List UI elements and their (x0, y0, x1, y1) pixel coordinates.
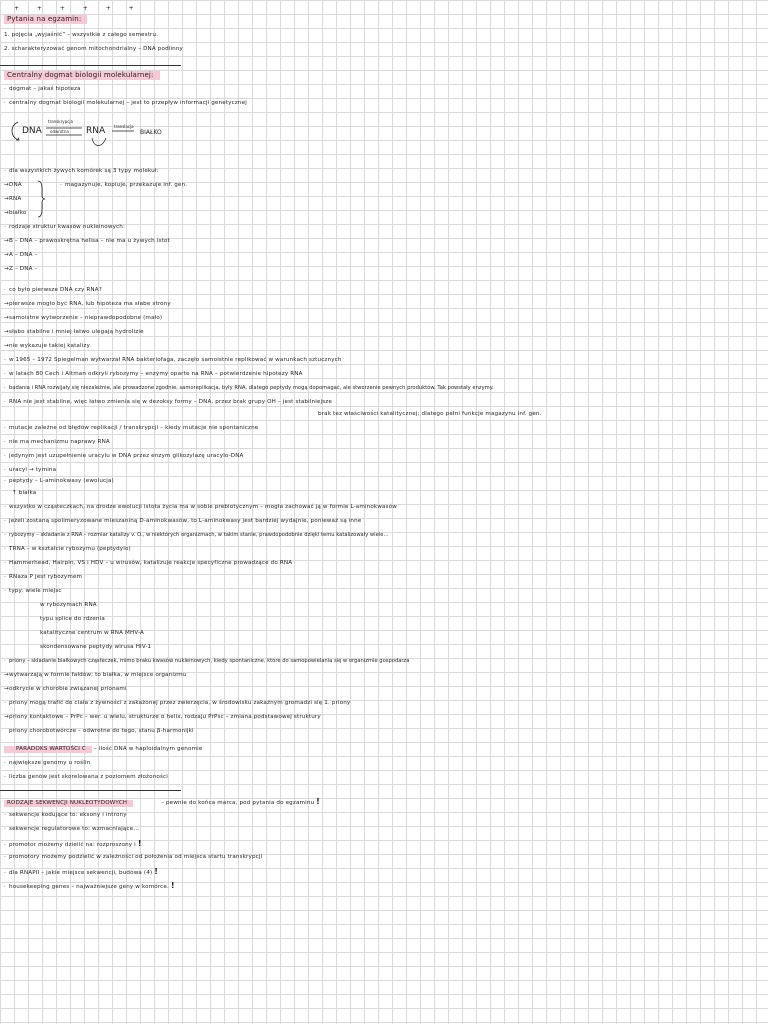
line-30: · RNaza P jest rybozymem (4, 574, 83, 580)
dogma-dna: DNA (22, 126, 42, 136)
line-17: · RNA nie jest stabilne, więc łatwo zmienia się w dezoksy formy – DNA, przez brak grupy OH – jest stabilniejsze (4, 399, 332, 405)
line-39: · priony mogą trafić do ciała z żywności z zakażonej przez zwierzęcia, w środowisku zakaźnym gromadzi się 1. priony (4, 700, 351, 706)
line-12: →słabo stabilne i mniej łatwo ulegają hydrolizie (4, 329, 144, 335)
section3-line-5: · dla RNAPII – jakie miejsce sekwencji, budowa (4) ! (4, 867, 159, 876)
section3-line-2: · sekwencje regulatorowe to: wzmacniające… (4, 826, 140, 832)
line-9: · co było pierwsze DNA czy RNA? (4, 287, 102, 293)
section3-line-4: · promotory możemy podzielić w zależności od położenia od miejsca startu transkrypcji (4, 854, 263, 860)
line-14: · w 1965 – 1972 Spiegelman wytwarzał RNA bakteriofaga, zaczęło samoistnie replikować w warunkach sztucznych (4, 357, 342, 363)
line-1: →DNA (4, 182, 22, 188)
paradox-row (4, 745, 202, 754)
exam-question-1: 1. pojęcia „wyjaśnić” – wszystkie z całego semestru. (4, 32, 159, 38)
line-20: · nie ma mechanizmu naprawy RNA (4, 439, 110, 445)
section3-line-6: · housekeeping genes – najważniejsze geny w komórce. ! (4, 881, 175, 890)
line-0: · dla wszystkich żywych komórek są 3 typy molekuł: (4, 168, 159, 174)
line-23: · peptydy – L-aminokwasy (ewolucja) (4, 478, 114, 484)
line-2: →RNA (4, 196, 22, 202)
line-33: typu splice do rdzenia (40, 616, 105, 622)
exclamation-mark: ! (316, 797, 320, 806)
section-title-dogma: Centralny dogmat biologii molekularnej: (4, 71, 160, 80)
line-4: · magazynuje, kopiuje, przekazuje inf. gen. (60, 182, 188, 188)
dogma-protein: BIAŁKO (140, 129, 162, 136)
exclamation-mark: ! (137, 839, 142, 848)
line-27: · rybozymy – składanie z RNA – rozmiar katalizy v. O., w niektórych organizmach, w takim stanie, prawdopodobnie dzięki temu katalizowały wiele… (4, 532, 389, 538)
line-41: priony chorobotwórcze – odwrotne do tego, stanu β-harmonijki (9, 728, 194, 734)
line-7: →A – DNA – (4, 252, 38, 258)
line-dogma-central: · centralny dogmat biologii molekularnej – jest to przepływ informacji genetycznej (4, 100, 247, 106)
paradox-title: PARADOKS WARTOŚCI C (4, 746, 92, 753)
exclamation-mark: ! (170, 881, 175, 890)
exam-question-2: 2. scharakteryzować genom mitochondrialny – DNA podlinny (4, 46, 184, 52)
exam-questions-title: Pytania na egzamin: (4, 15, 87, 24)
line-25: · wszystko w cząsteczkach, na drodze ewolucji istota życia ma w sobie prebiotycznym – mogła zachować ją w formie L-aminokwasów (4, 504, 397, 510)
bracket (36, 180, 46, 218)
line-38: →odkrycie w chorobie związanej prionami (4, 686, 127, 692)
line-15: · w latach 80 Cech i Altman odkryli rybozymy – enzymy oparte na RNA – potwierdzenie hipotezy RNA (4, 371, 303, 377)
exclamation-mark: ! (154, 867, 159, 876)
line-8: →Z – DNA – (4, 266, 38, 272)
line-34: katalityczne centrum w RNA MHV-A (40, 630, 144, 636)
line-31: · typy: wiele miejsc (4, 588, 62, 594)
paradox-line-2: · liczba genów jest skorelowana z poziomem złożoności (4, 774, 168, 780)
line-28: · TRNA – w kształcie rybozymu (peptydylo) (4, 546, 131, 552)
line-24: ↑ białka (12, 490, 37, 496)
section3-title: RODZAJE SEKWENCJI NUKLEOTYDOWYCH (4, 800, 133, 807)
line-6: →B – DNA – prawoskrętna helisa – nie ma u żywych istot (4, 238, 170, 244)
line-35: skondensowane peptydy wirusa HIV-1 (40, 644, 152, 650)
paradox-text: – ilość DNA w haploidalnym genomie (93, 746, 203, 752)
dogma-diagram (6, 112, 186, 154)
line-18: brak tez właściwości katalitycznej; dlatego pełni funkcje magazynu inf. gen. (318, 411, 542, 417)
divider-2 (0, 790, 181, 791)
line-40: →priony kontaktowe – PrPc – wer. u wielu, strukturze α helix, rodzaju PrPsc – zmiana podstawowej struktury (4, 714, 321, 720)
section3-note: – pewnie do końca marca, pod pytania do egzaminu (161, 800, 315, 806)
paradox-line-1: · największe genomy u roślin (4, 760, 91, 766)
line-10: →pierwsze mogło być RNA, lub hipoteza ma słabe strony (4, 301, 171, 307)
line-37: →wytwarzają w formie fałdów; to białka, w miejsce organizmu (4, 672, 187, 678)
dogma-transcription: transkrypcja (48, 119, 73, 124)
line-29: · Hammerhead, Hairpin, VS i HDV – u wirusów, katalizuje reakcje specyficzne prowadzące do RNA (4, 560, 293, 566)
line-36: · priony – składanie białkowych cząsteczek, mimo braku kwasów nukleinowych, kiedy spontaniczne, które do samopowielania się w organizmie gospodarza (4, 658, 410, 664)
line-32: w rybozymach RNA (40, 602, 97, 608)
line-3: →białko (4, 210, 27, 216)
section3-line-3: · promotor możemy dzielić na: rozproszony i ! (4, 839, 142, 848)
line-22: · uracyl → tymina (4, 467, 57, 473)
dogma-rna: RNA (86, 126, 106, 136)
line-11: →samoistne wytworzenie – nieprawdopodobne (mało) (4, 315, 163, 321)
section3-row (4, 797, 320, 808)
line-16: · badania i RNA rozwijały się niezależnie, ale prowadzone zgodnie, samoreplikacja, były RNA, dlatego peptydy mogą dopomagać, ale stworzenie pewnych produktów. Tak powstały enzymy. (4, 385, 494, 391)
dogma-translation: translacja (114, 124, 134, 129)
line-5: · rodzaje struktur kwasów nukleinowych: (4, 224, 126, 230)
line-26: · jeżeli zostaną spolimeryzowane mieszaniną D-aminokwasów, to L-aminokwasy jest bardziej wydajnie, ponieważ są inne (4, 518, 362, 524)
line-21: · jedynym jest uzupełnienie uracylu w DNA przez enzym glikozylazę uracylo-DNA (4, 453, 244, 459)
divider (0, 65, 181, 66)
line-dogma-def: · dogmat – jakaś hipoteza (4, 86, 81, 92)
dogma-reverse: odwrotna (50, 129, 69, 134)
line-13: →nie wykazuje takiej katalizy (4, 343, 90, 349)
top-marks: + + + + + + (14, 5, 142, 12)
line-19: · mutacje zależne od błędów replikacji / transkrypcji – kiedy mutacje nie spontaniczne (4, 425, 259, 431)
section3-line-1: · sekwencje kodujące to: eksony i introny (4, 812, 127, 818)
